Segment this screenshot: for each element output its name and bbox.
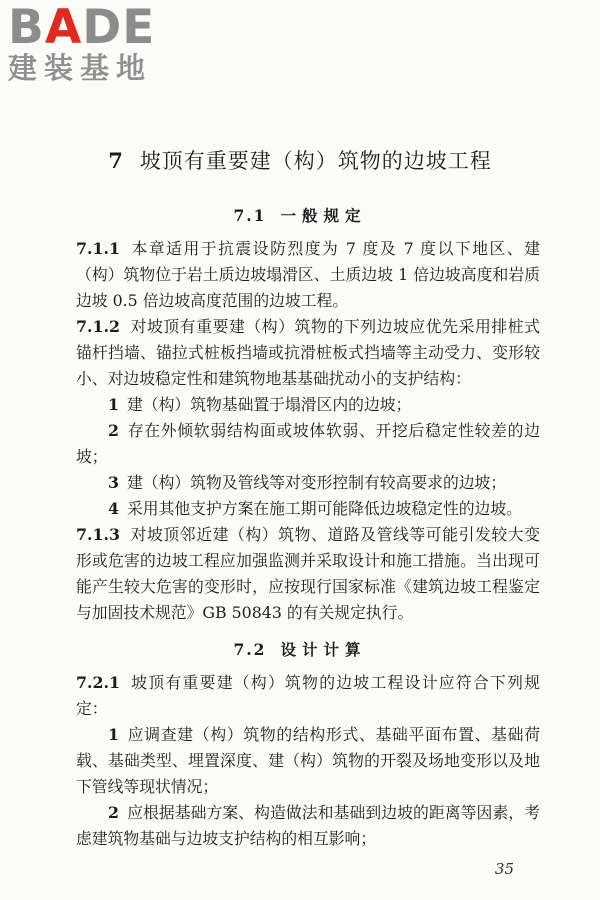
list-item: 4 采用其他支护方案在施工期可能降低边坡稳定性的边坡。 xyxy=(108,499,522,518)
section-body-7-2 xyxy=(76,670,540,852)
section-title: 设计计算 xyxy=(280,640,367,659)
logo-letter-b: B xyxy=(8,0,45,55)
chapter-title: 坡顶有重要建（构）筑物的边坡工程 xyxy=(139,149,492,173)
logo-subtitle: 建装基地 xyxy=(8,51,153,85)
logo-letter-a: A xyxy=(44,0,83,55)
logo-letter-d: D xyxy=(82,0,123,55)
chapter-number: 7 xyxy=(108,148,124,173)
clause-7-2-1: 7.2.1 坡顶有重要建（构）筑物的边坡工程设计应符合下列规定： xyxy=(76,673,540,718)
list-item: 1 应调查建（构）筑物的结构形式、基础平面布置、基础荷载、基础类型、埋置深度、建（构）筑物的开裂及场地变形以及地下管线等现状情况； xyxy=(76,725,540,796)
clause-7-1-3: 7.1.3 对坡顶邻近建（构）筑物、道路及管线等可能引发较大变形或危害的边坡工程应加强监测并采取设计和施工措施。当出现可能产生较大危害的变形时，应按现行国家标准《建筑边坡工程鉴定与加固技术规范》GB 50843 的有关规定执行。 xyxy=(76,525,540,622)
section-number: 7.1 xyxy=(233,206,267,225)
page-number: 35 xyxy=(494,860,514,878)
section-number: 7.2 xyxy=(233,640,267,659)
logo-letter-e: E xyxy=(122,0,156,55)
list-item: 2 应根据基础方案、构造做法和基础到边坡的距离等因素，考虑建筑物基础与边坡支护结构的相互影响； xyxy=(76,803,540,848)
section-body-7-1 xyxy=(76,236,540,626)
list-item: 1 建（构）筑物基础置于塌滑区内的边坡； xyxy=(108,395,412,414)
section-heading-7-1 xyxy=(0,204,600,226)
chapter-heading xyxy=(0,145,600,175)
section-heading-7-2 xyxy=(0,638,600,660)
clause-7-1-1: 7.1.1 本章适用于抗震设防烈度为 7 度及 7 度以下地区、建（构）筑物位于岩土质边坡塌滑区、土质边坡 1 倍边坡高度和岩质边坡 0.5 倍边坡高度范围的边坡工程。 xyxy=(76,239,540,310)
section-title: 一般规定 xyxy=(280,206,367,225)
list-item: 2 存在外倾软弱结构面或坡体软弱、开挖后稳定性较差的边坡； xyxy=(76,421,540,466)
list-item: 3 建（构）筑物及管线等对变形控制有较高要求的边坡； xyxy=(108,473,507,492)
logo-wordmark xyxy=(8,0,156,55)
clause-7-1-2: 7.1.2 对坡顶有重要建（构）筑物的下列边坡应优先采用排桩式锚杆挡墙、锚拉式桩板挡墙或抗滑桩板式挡墙等主动受力、变形较小、对边坡稳定性和建筑物地基基础扰动小的支护结构： xyxy=(76,317,540,388)
publisher-logo xyxy=(8,0,156,85)
